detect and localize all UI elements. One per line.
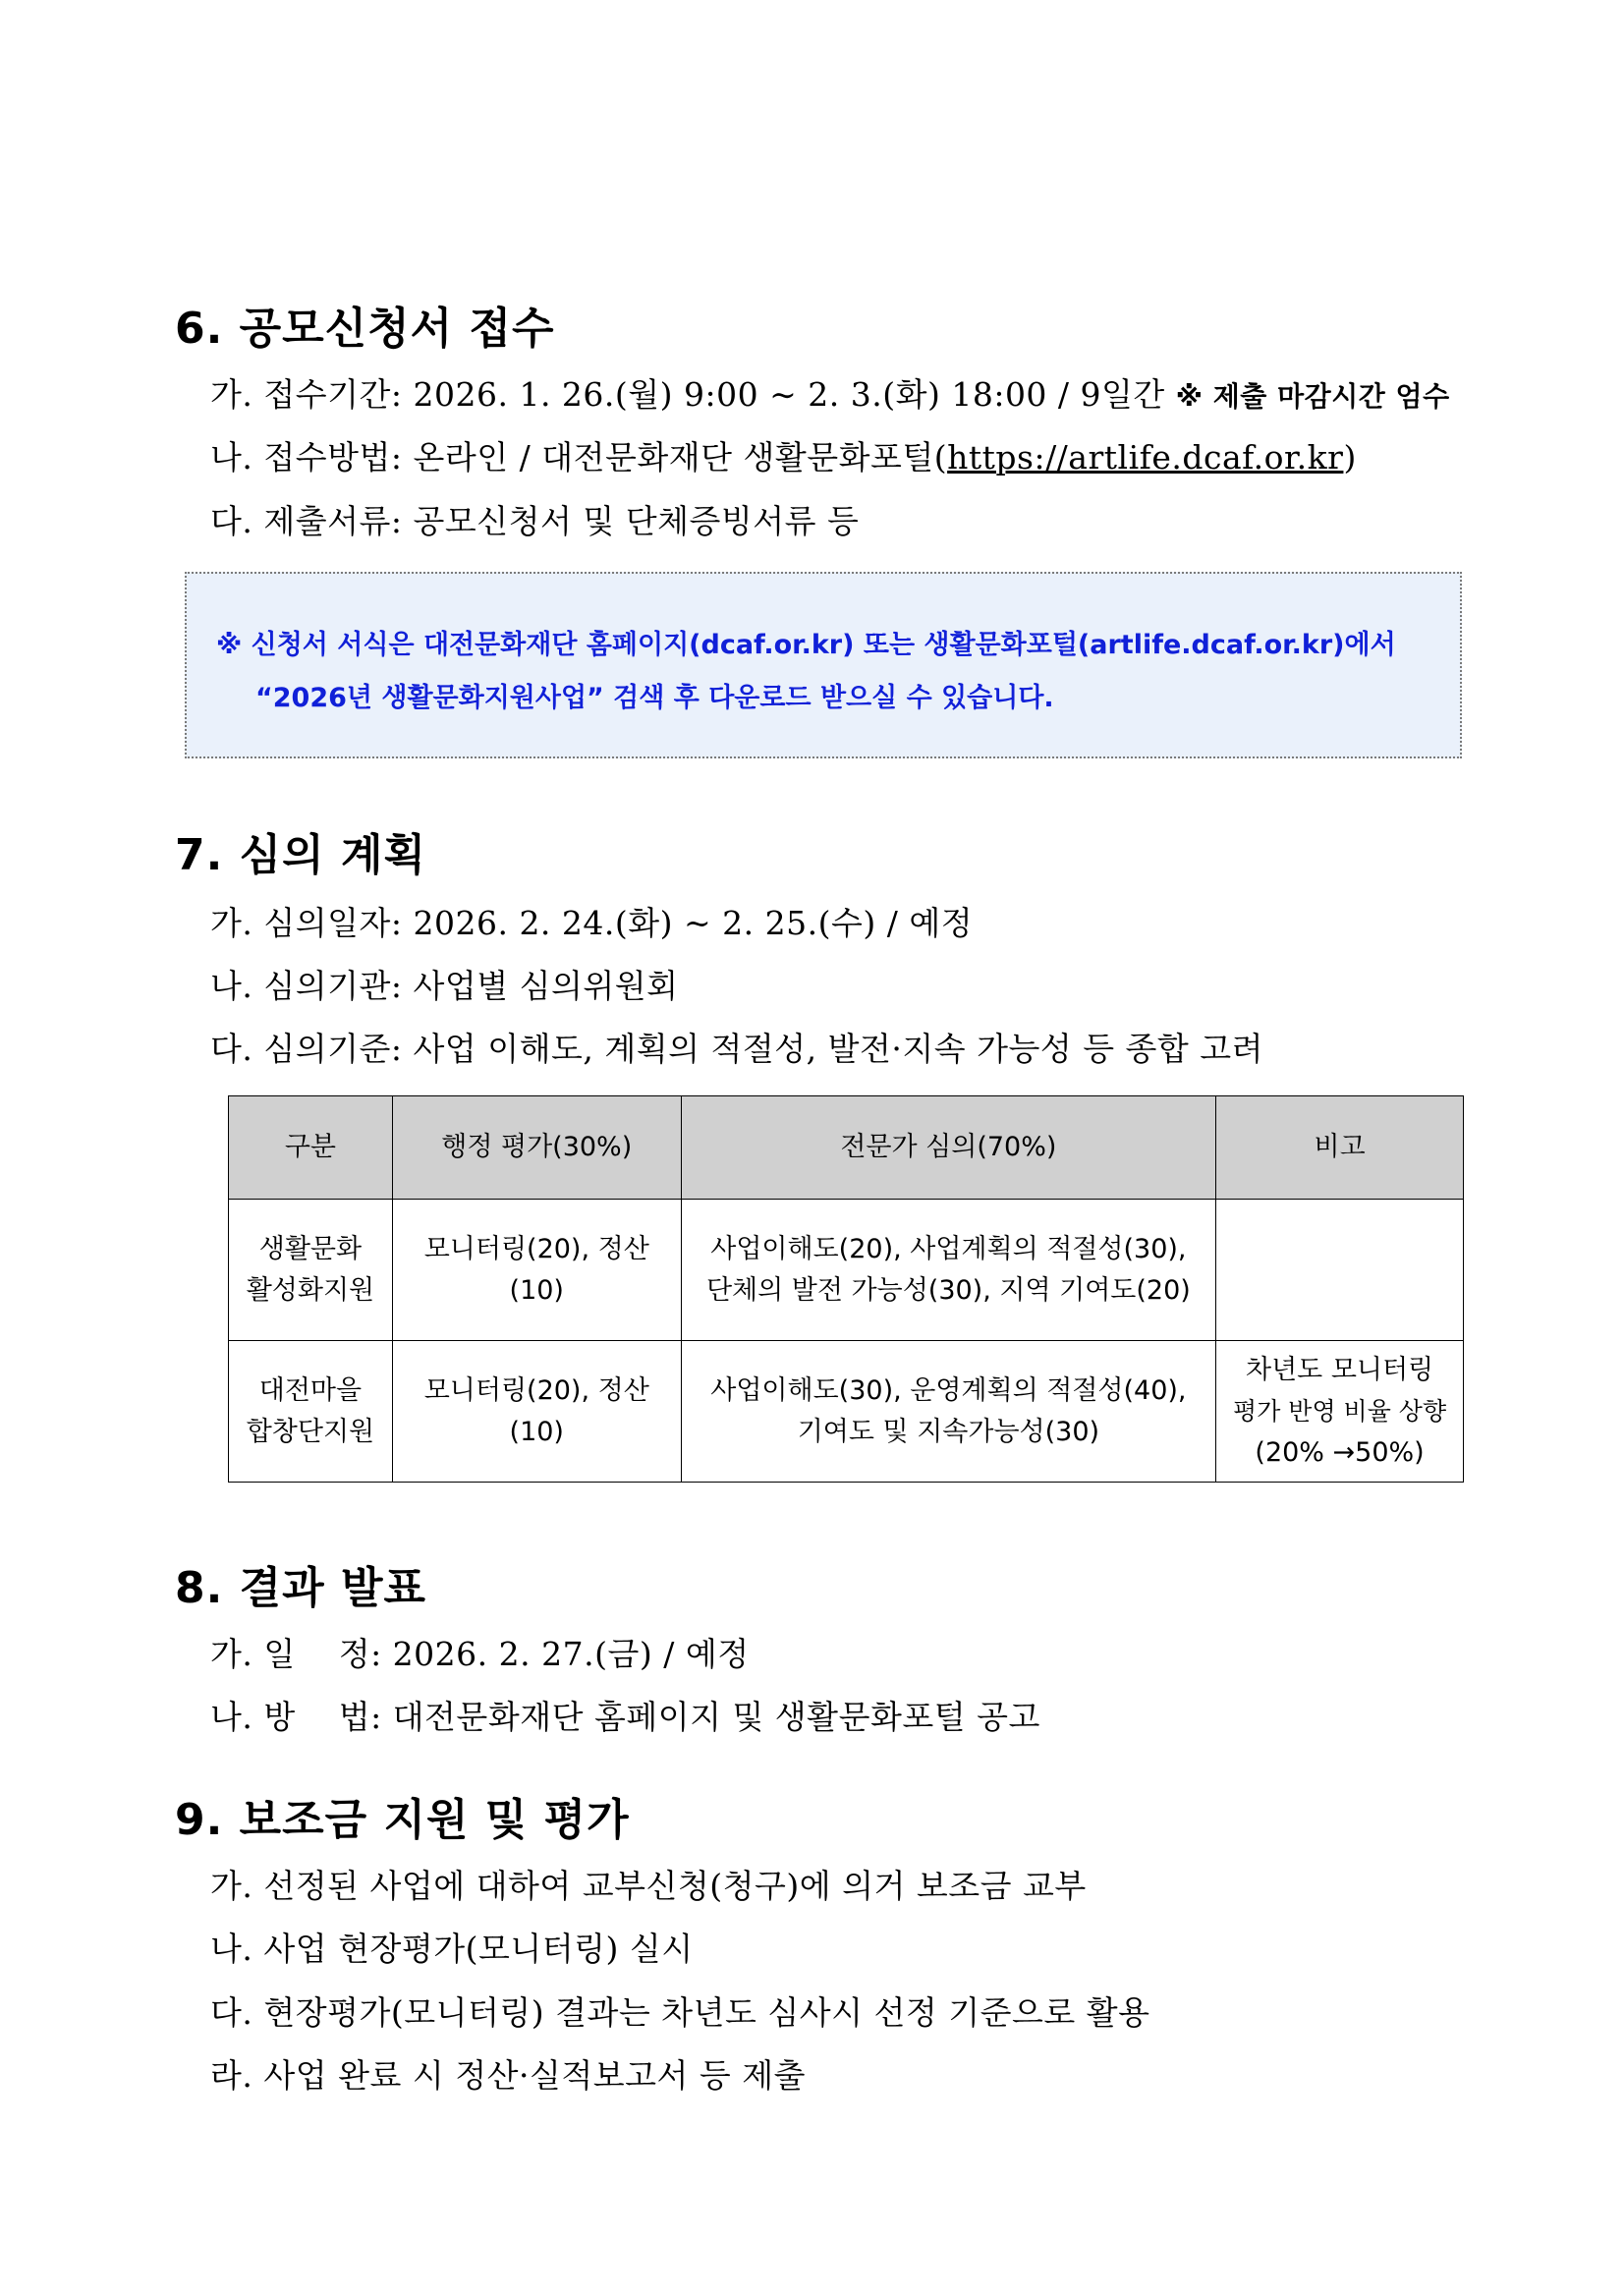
s9-item-4: 라. 사업 완료 시 정산·실적보고서 등 제출 [210, 2056, 806, 2095]
artlife-portal-link[interactable]: https://artlife.dcaf.or.kr [947, 438, 1344, 476]
evaluation-table [228, 1095, 1464, 1483]
s6-method-line [210, 432, 1357, 478]
s7-criteria-line: 다. 심의기준: 사업 이해도, 계획의 적절성, 발전·지속 가능성 등 종합 고려 [210, 1030, 1264, 1068]
s8-method-line: 나. 방 법: 대전문화재단 홈페이지 및 생활문화포털 공고 [210, 1698, 1040, 1736]
row1-category: 생활문화 활성화지원 [229, 1200, 393, 1341]
header-admin: 행정 평가(30%) [392, 1096, 681, 1200]
notice-line-2: “2026년 생활문화지원사업” 검색 후 다운로드 받으실 수 있습니다. [255, 683, 1054, 713]
header-note: 비고 [1216, 1096, 1464, 1200]
section-6-title: 6. 공모신청서 접수 [175, 304, 555, 354]
s8-date-line: 가. 일 정: 2026. 2. 27.(금) / 예정 [210, 1635, 750, 1673]
table-row [229, 1341, 1464, 1483]
section-7-title: 7. 심의 계획 [175, 830, 426, 880]
s7-date-line: 가. 심의일자: 2026. 2. 24.(화) ~ 2. 25.(수) / 예정 [210, 904, 974, 942]
s9-item-3: 다. 현장평가(모니터링) 결과는 차년도 심사시 선정 기준으로 활용 [210, 1993, 1150, 2032]
header-category: 구분 [229, 1096, 393, 1200]
header-expert: 전문가 심의(70%) [681, 1096, 1216, 1200]
row1-expert: 사업이해도(20), 사업계획의 적절성(30), 단체의 발전 가능성(30), 지역 기여도(20) [681, 1200, 1216, 1341]
s7-org-line: 나. 심의기관: 사업별 심의위원회 [210, 967, 679, 1005]
s6-method-suffix: ) [1343, 438, 1357, 476]
notice-box [185, 572, 1462, 758]
s6-period-note: ※ 제출 마감시간 엄수 [1175, 380, 1450, 413]
table-header-row [229, 1096, 1464, 1200]
s9-item-1: 가. 선정된 사업에 대하여 교부신청(청구)에 의거 보조금 교부 [210, 1867, 1087, 1905]
s6-period-prefix: 가. 접수기간: [210, 375, 414, 414]
row2-admin: 모니터링(20), 정산(10) [392, 1341, 681, 1483]
s6-method-prefix: 나. 접수방법: 온라인 / 대전문화재단 생활문화포털( [210, 438, 948, 476]
s6-period-value: 2026. 1. 26.(월) 9:00 ∼ 2. 3.(화) 18:00 / 9일간 [413, 375, 1165, 414]
row2-category: 대전마을 합창단지원 [229, 1341, 393, 1483]
table-row [229, 1200, 1464, 1341]
row1-admin: 모니터링(20), 정산(10) [392, 1200, 681, 1341]
section-8-title: 8. 결과 발표 [175, 1563, 426, 1613]
row1-note [1216, 1200, 1464, 1341]
section-9-title: 9. 보조금 지원 및 평가 [175, 1795, 630, 1845]
s6-docs-line: 다. 제출서류: 공모신청서 및 단체증빙서류 등 [210, 502, 860, 540]
s6-period-line [210, 369, 1450, 416]
row2-expert: 사업이해도(30), 운영계획의 적절성(40), 기여도 및 지속가능성(30) [681, 1341, 1216, 1483]
row2-note: 차년도 모니터링 평가 반영 비율 상향 (20% →50%) [1216, 1341, 1464, 1483]
notice-line-1: ※ 신청서 서식은 대전문화재단 홈페이지(dcaf.or.kr) 또는 생활문화포털(artlife.dcaf.or.kr)에서 [216, 630, 1396, 660]
s9-item-2: 나. 사업 현장평가(모니터링) 실시 [210, 1930, 694, 1968]
